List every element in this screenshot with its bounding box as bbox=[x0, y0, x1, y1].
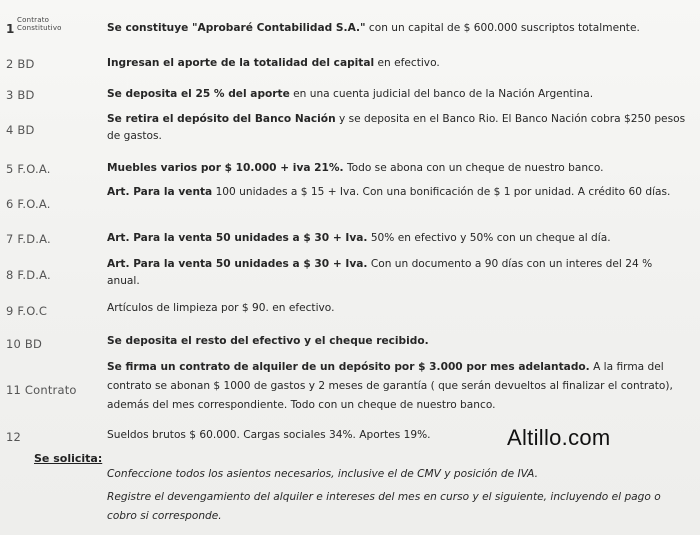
item-code: 2 BD bbox=[6, 57, 35, 71]
item-description: Se deposita el resto del efectivo y el cheque recibido. bbox=[107, 335, 429, 347]
item-description: Ingresan el aporte de la totalidad del capital en efectivo. bbox=[107, 57, 440, 69]
item-code: 11 Contrato bbox=[6, 383, 77, 397]
item-code: 3 BD bbox=[6, 88, 35, 102]
item-description: Art. Para la venta 50 unidades a $ 30 + Iva. 50% en efectivo y 50% con un cheque al día. bbox=[107, 232, 611, 244]
item-code: 10 BD bbox=[6, 337, 43, 351]
item-code: 5 F.O.A. bbox=[6, 162, 51, 176]
item-code: 12 bbox=[6, 430, 22, 444]
item-description: Muebles varios por $ 10.000 + iva 21%. Todo se abona con un cheque de nuestro banco. bbox=[107, 162, 604, 174]
solicita-heading: Se solicita: bbox=[34, 452, 103, 465]
item-description: Se retira el depósito del Banco Nación y se deposita en el Banco Rio. El Banco Nación cobra $250 pesos de gastos. bbox=[107, 113, 686, 142]
item-description: Se constituye "Aprobaré Contabilidad S.A." con un capital de $ 600.000 suscriptos totalmente. bbox=[107, 22, 640, 34]
item-description: Se deposita el 25 % del aporte en una cuenta judicial del banco de la Nación Argentina. bbox=[107, 88, 594, 100]
item-code-note: Contrato Constitutivo bbox=[17, 16, 62, 32]
item-code: 8 F.D.A. bbox=[6, 268, 51, 282]
item-number: 1 bbox=[6, 22, 15, 36]
watermark-logo: Altillo.com bbox=[507, 425, 611, 450]
item-description: Sueldos brutos $ 60.000. Cargas sociales 34%. Aportes 19%. bbox=[107, 429, 431, 441]
item-code: 6 F.O.A. bbox=[6, 197, 51, 211]
task-item: Registre el devengamiento del alquiler e intereses del mes en curso y el siguiente, incluyendo el pago o cobro si corresponde. bbox=[107, 491, 661, 522]
item-description: Art. Para la venta 100 unidades a $ 15 + Iva. Con una bonificación de $ 1 por unidad. A crédito 60 días. bbox=[107, 186, 671, 198]
item-description: Artículos de limpieza por $ 90. en efectivo. bbox=[107, 302, 335, 314]
item-code: 4 BD bbox=[6, 123, 35, 137]
item-description: Se firma un contrato de alquiler de un depósito por $ 3.000 por mes adelantado. A la firma del contrato se abonan $ 1000 de gastos y 2 meses de garantía ( que serán devueltos al finalizar el contrato), además del mes correspondiente. Todo con un cheque de nuestro banco. bbox=[107, 361, 673, 411]
item-code: 9 F.O.C bbox=[6, 304, 48, 318]
task-item: Confeccione todos los asientos necesarios, inclusive el de CMV y posición de IVA. bbox=[107, 468, 538, 480]
item-code: 7 F.D.A. bbox=[6, 232, 51, 246]
item-description: Art. Para la venta 50 unidades a $ 30 + Iva. Con un documento a 90 días con un interes del 24 % anual. bbox=[107, 258, 653, 287]
